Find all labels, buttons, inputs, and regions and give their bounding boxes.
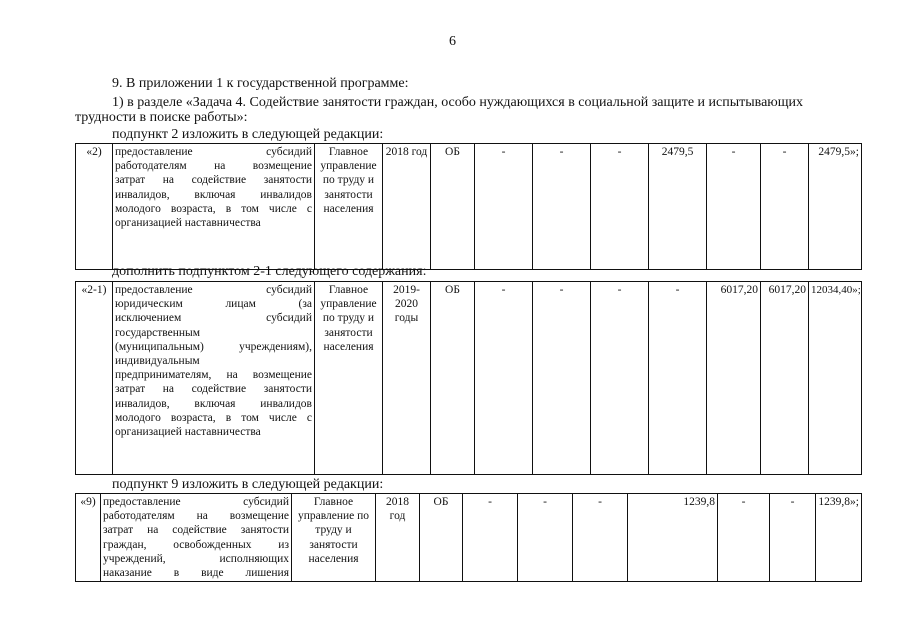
paragraph-1-line-1: 1) в разделе «Задача 4. Содействие занятости граждан, особо нуждающихся в социальной защите и испытывающих [112,95,804,110]
executor-line: занятости [309,538,358,551]
years-line: 2020 [395,298,418,311]
row-value-1: - [475,282,533,475]
desc-line: организацией наставничества [115,217,261,230]
desc-line: работодателям на возмещение [115,160,312,173]
desc-line: граждан, освобожденных из [103,538,289,551]
desc-line: индивидуальным [115,355,200,368]
executor-line: занятости [324,326,373,339]
years-line: 2019- [393,284,420,296]
desc-line: наказание в виде лишения [103,567,289,580]
executor-line: по труду и [322,312,375,325]
row-value-1: - [463,494,518,582]
desc-line: предоставление субсидий [115,284,312,296]
executor-line: населения [323,202,374,215]
row-value-2: - [533,144,591,270]
row-value-3: - [591,282,649,475]
row-executor [292,494,376,582]
section-3-intro: подпункт 9 изложить в следующей редакции: [112,477,384,492]
row-total: 1239,8»; [816,494,862,582]
section-2-intro: дополнить подпунктом 2-1 следующего содержания: [112,264,427,279]
row-value-6: - [761,144,809,270]
row-value-4: - [649,282,707,475]
desc-line: организацией наставничества [115,426,261,439]
row-value-4: 1239,8 [628,494,718,582]
row-total: 12034,40»; [809,282,862,475]
desc-line: предоставление субсидий [115,146,312,158]
row-years: 2018 год [376,494,420,582]
row-description [101,494,292,582]
desc-line: молодого возраста, в том числе с [115,202,312,215]
desc-line: инвалидов, включая инвалидов [115,397,312,410]
row-years [383,282,431,475]
table-subpoint-2 [75,143,862,270]
executor-line: Главное [328,284,369,296]
table-row [76,144,862,270]
row-value-3: - [573,494,628,582]
row-value-5: 6017,20 [707,282,761,475]
executor-line: занятости [324,188,373,201]
row-description [113,282,315,475]
row-number: «9) [76,494,101,582]
row-value-2: - [518,494,573,582]
row-value-2: - [533,282,591,475]
executor-line: по труду и [322,174,375,187]
section-1-intro: подпункт 2 изложить в следующей редакции: [112,127,384,142]
row-executor [315,144,383,270]
row-value-6: - [770,494,816,582]
row-description [113,144,315,270]
desc-line: затрат на содействие занятости [115,174,312,187]
desc-line: исключением субсидий [115,312,312,325]
executor-line: населения [323,340,374,353]
executor-line: труду и [315,524,352,537]
desc-line: затрат на содействие занятости [103,524,289,537]
item-9-heading: 9. В приложении 1 к государственной программе: [112,76,409,91]
desc-line: юридическим лицам (за [115,298,312,311]
executor-line: управление по [297,510,370,523]
desc-line: инвалидов, включая инвалидов [115,188,312,201]
row-funding-source: ОБ [431,144,475,270]
executor-line: Главное [328,146,369,158]
years-line: годы [394,312,419,325]
page-number: 6 [449,34,456,49]
row-funding-source: ОБ [431,282,475,475]
row-value-5: - [718,494,770,582]
row-number: «2) [76,144,113,270]
executor-line: управление [320,298,377,311]
table-subpoint-2-1 [75,281,862,475]
executor-line: Главное [313,496,354,508]
row-executor [315,282,383,475]
desc-line: работодателям на возмещение [103,510,289,523]
desc-line: (муниципальным) учреждениям), [115,340,312,353]
executor-line: управление [320,160,377,173]
desc-line: предоставление субсидий [103,496,289,508]
table-row [76,494,862,582]
row-value-1: - [475,144,533,270]
desc-line: предпринимателям, на возмещение [115,369,312,382]
row-value-6: 6017,20 [761,282,809,475]
desc-line: учреждений, исполняющих [103,552,289,565]
paragraph-1-line-2: трудности в поиске работы»: [75,110,248,125]
row-years: 2018 год [383,144,431,270]
desc-line: молодого возраста, в том числе с [115,411,312,424]
row-funding-source: ОБ [420,494,463,582]
row-value-3: - [591,144,649,270]
row-value-5: - [707,144,761,270]
table-subpoint-9 [75,493,862,582]
row-value-4: 2479,5 [649,144,707,270]
executor-line: населения [308,552,359,565]
row-number: «2-1) [76,282,113,475]
desc-line: государственным [115,326,201,339]
desc-line: затрат на содействие занятости [115,383,312,396]
table-row [76,282,862,475]
row-total: 2479,5»; [809,144,862,270]
